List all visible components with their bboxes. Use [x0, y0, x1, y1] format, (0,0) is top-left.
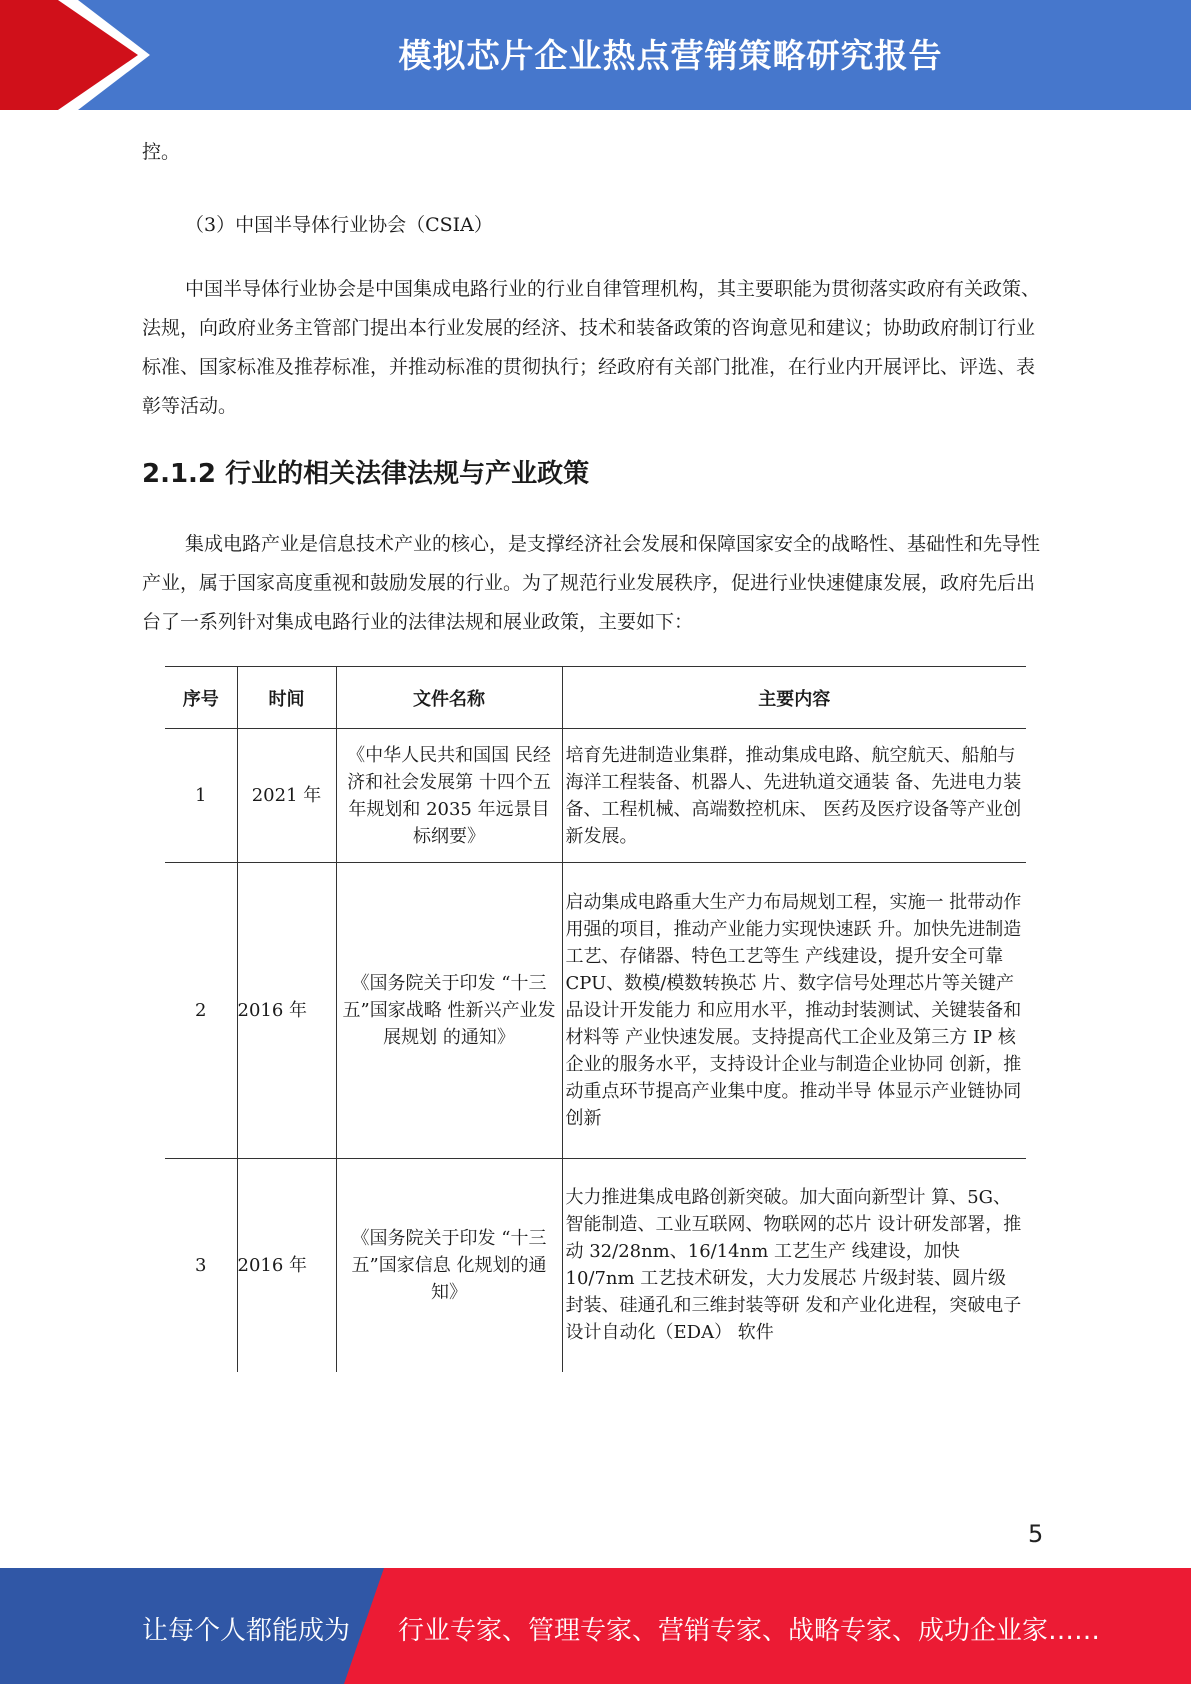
page-number: 5: [1028, 1520, 1044, 1548]
cell-time: 2016 年: [237, 863, 336, 1159]
cell-doc: 《国务院关于印发 “十三五”国家战略 性新兴产业发展规划 的通知》: [336, 863, 562, 1159]
paragraph-csia: 中国半导体行业协会是中国集成电路行业的行业自律管理机构，其主要职能为贯彻落实政府有关政策、法规，向政府业务主管部门提出本行业发展的经济、技术和装备政策的咨询意见和建议；协助政府制订行业标准、国家标准及推荐标准，并推动标准的贯彻执行；经政府有关部门批准，在行业内开展评比、评选、表彰等活动。: [142, 278, 1041, 417]
table-row: [165, 1159, 1026, 1372]
paragraph-intro: 集成电路产业是信息技术产业的核心，是支撑经济社会发展和保障国家安全的战略性、基础性和先导性产业，属于国家高度重视和鼓励发展的行业。为了规范行业发展秩序，促进行业快速健康发展，政府先后出台了一系列针对集成电路行业的法律法规和展业政策，主要如下：: [142, 533, 1041, 633]
cell-content: 培育先进制造业集群，推动集成电路、航空航天、船舶与海洋工程装备、机器人、先进轨道交通装 备、先进电力装备、工程机械、高端数控机床、 医药及医疗设备等产业创新发展。: [562, 729, 1026, 863]
table-header-row: [165, 667, 1026, 729]
cell-time: 2016 年: [237, 1159, 336, 1372]
cell-no: 2: [165, 863, 237, 1159]
cell-content: 大力推进集成电路创新突破。加大面向新型计 算、5G、智能制造、工业互联网、物联网的芯片 设计研发部署，推动 32/28nm、16/14nm 工艺生产 线建设，加快 10/7nm 工艺技术研发，大力发展芯 片级封装、圆片级封装、硅通孔和三维封装等研 发和产业化进程，突破电子设计自动化（EDA） 软件: [565, 1187, 1022, 1344]
cell-content: 启动集成电路重大生产力布局规划工程，实施一 批带动作用强的项目，推动产业能力实现快速跃 升。加快先进制造工艺、存储器、特色工艺等生 产线建设，提升安全可靠 CPU、数模/模数转换芯 片、数字信号处理芯片等关键产品设计开发能力 和应用水平，推动封装测试、关键装备和材料等 产业快速发展。支持提高代工企业及第三方 IP 核 企业的服务水平，支持设计企业与制造企业协同 创新，推动重点环节提高产业集中度。推动半导 体显示产业链协同创新: [562, 863, 1026, 1159]
cell-no: 3: [165, 1159, 237, 1372]
header-no: 序号: [165, 667, 237, 729]
text-fragment: 控。: [142, 141, 181, 163]
header-doc: 文件名称: [336, 667, 562, 729]
report-title: 模拟芯片企业热点营销策略研究报告: [398, 36, 943, 75]
table-row: [165, 863, 1026, 1159]
section-title: 2.1.2 行业的相关法律法规与产业政策: [142, 459, 590, 489]
subheading-csia: （3）中国半导体行业协会（CSIA）: [185, 214, 493, 236]
cell-time: 2021 年: [237, 729, 336, 863]
footer-slogan-left: 让每个人都能成为: [142, 1616, 351, 1646]
policy-table: [165, 666, 1026, 1372]
page-header: [0, 0, 1191, 110]
footer-slogan-right: 行业专家、管理专家、营销专家、战略专家、成功企业家……: [398, 1616, 1101, 1646]
page-footer: [0, 1568, 1191, 1684]
header-arrow-decoration: [0, 0, 160, 110]
header-content: 主要内容: [562, 667, 1026, 729]
cell-doc: 《中华人民共和国国 民经济和社会发展第 十四个五年规划和 2035 年远景目标纲要》: [336, 729, 562, 863]
header-time: 时间: [237, 667, 336, 729]
table-row: [165, 729, 1026, 863]
cell-doc: 《国务院关于印发 “十三五”国家信息 化规划的通知》: [336, 1159, 562, 1372]
cell-no: 1: [165, 729, 237, 863]
